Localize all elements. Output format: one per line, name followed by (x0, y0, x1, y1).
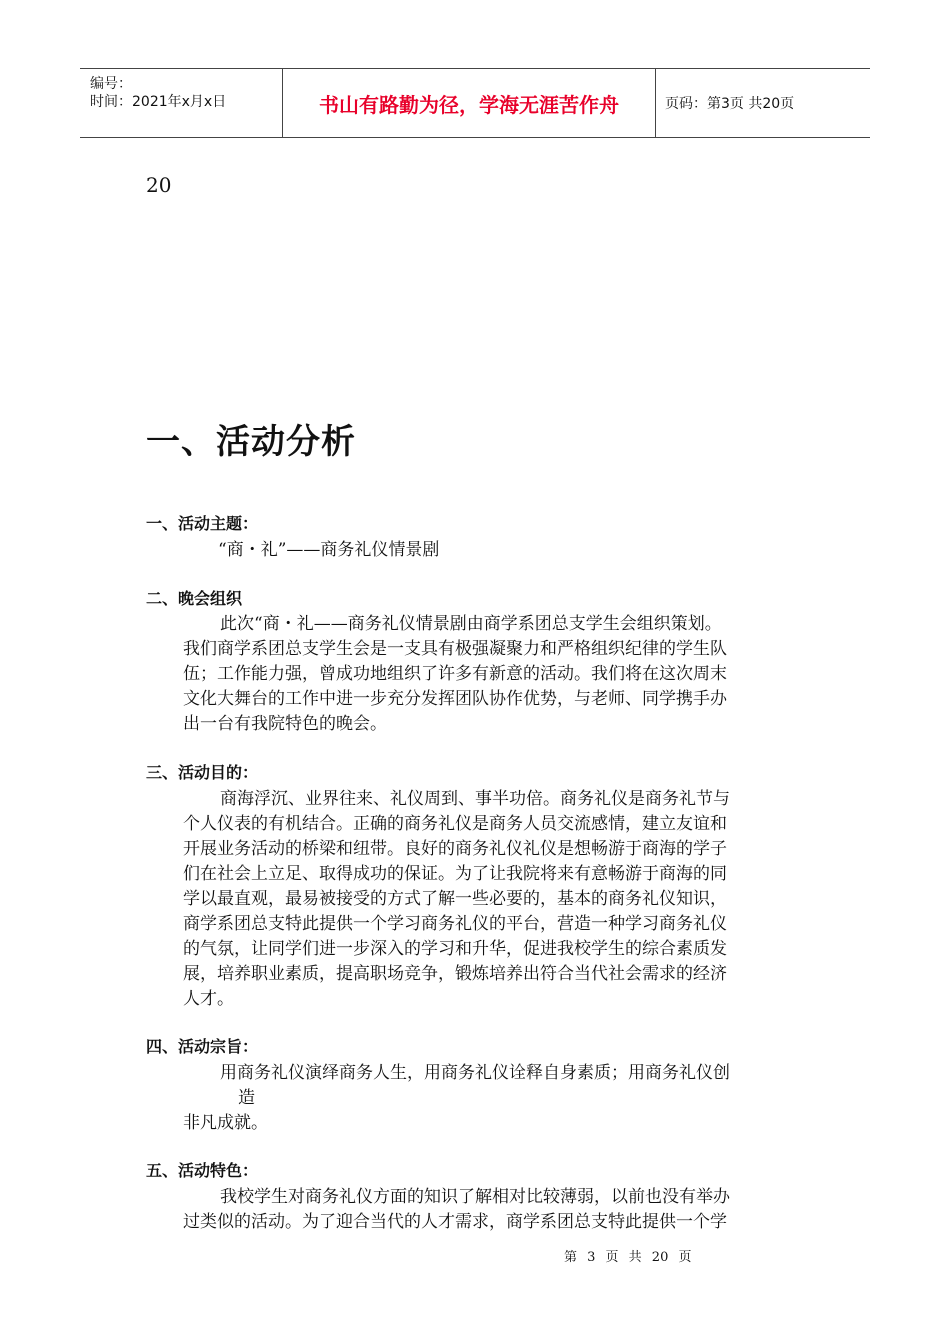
paragraph-line: 此次“商・礼——商务礼仪情景剧由商学系团总支学生会组织策划。 (220, 614, 722, 634)
paragraph-line: 过类似的活动。为了迎合当代的人才需求，商学系团总支特此提供一个学 (183, 1212, 727, 1232)
paragraph-line: 人才。 (183, 989, 234, 1009)
paragraph-line: 非凡成就。 (183, 1113, 268, 1133)
paragraph-line: 我们商学系团总支学生会是一支具有极强凝聚力和严格组织纪律的学生队 (183, 639, 727, 659)
year-fragment: 20 (146, 173, 172, 197)
paragraph-line: 出一台有我院特色的晚会。 (183, 714, 387, 734)
number-label: 编号： (90, 76, 132, 92)
section-heading: 五、活动特色： (146, 1161, 259, 1180)
paragraph-line: 的气氛，让同学们进一步深入的学习和升华，促进我校学生的综合素质发 (183, 939, 727, 959)
paragraph-line: 展，培养职业素质，提高职场竞争，锻炼培养出符合当代社会需求的经济 (183, 964, 727, 984)
page-header (80, 68, 870, 138)
paragraph-line: 文化大舞台的工作中进一步充分发挥团队协作优势，与老师、同学携手办 (183, 689, 727, 709)
paragraph-line: 开展业务活动的桥梁和纽带。良好的商务礼仪礼仪是想畅游于商海的学子 (183, 839, 727, 859)
paragraph-line: 伍；工作能力强，曾成功地组织了许多有新意的活动。我们将在这次周末 (183, 664, 727, 684)
section-heading: 三、活动目的： (146, 763, 259, 782)
header-left-cell (80, 69, 282, 137)
section-heading: 四、活动宗旨： (146, 1037, 259, 1056)
header-motto: 书山有路勤为径，学海无涯苦作舟 (282, 69, 656, 137)
paragraph-line: 商海浮沉、业界往来、礼仪周到、事半功倍。商务礼仪是商务礼节与 (220, 789, 730, 809)
paragraph-line: 用商务礼仪演绎商务人生，用商务礼仪诠释自身素质；用商务礼仪创 (220, 1063, 730, 1083)
page-footer: 第 3 页 共 20 页 (564, 1250, 692, 1265)
time-label: 时间：2021年x月x日 (90, 94, 227, 110)
main-title: 一、活动分析 (146, 422, 356, 462)
paragraph-line: “商・礼”——商务礼仪情景剧 (218, 540, 440, 560)
section-heading: 二、晚会组织 (146, 589, 243, 608)
paragraph-line: 造 (238, 1088, 255, 1108)
paragraph-line: 商学系团总支特此提供一个学习商务礼仪的平台，营造一种学习商务礼仪 (183, 914, 727, 934)
paragraph-line: 我校学生对商务礼仪方面的知识了解相对比较薄弱，以前也没有举办 (220, 1187, 730, 1207)
paragraph-line: 们在社会上立足、取得成功的保证。为了让我院将来有意畅游于商海的同 (183, 864, 727, 884)
paragraph-line: 学以最直观，最易被接受的方式了解一些必要的，基本的商务礼仪知识， (183, 889, 727, 909)
section-heading: 一、活动主题： (146, 514, 259, 533)
header-page-code: 页码：第3页 共20页 (665, 96, 795, 112)
paragraph-line: 个人仪表的有机结合。正确的商务礼仪是商务人员交流感情，建立友谊和 (183, 814, 727, 834)
